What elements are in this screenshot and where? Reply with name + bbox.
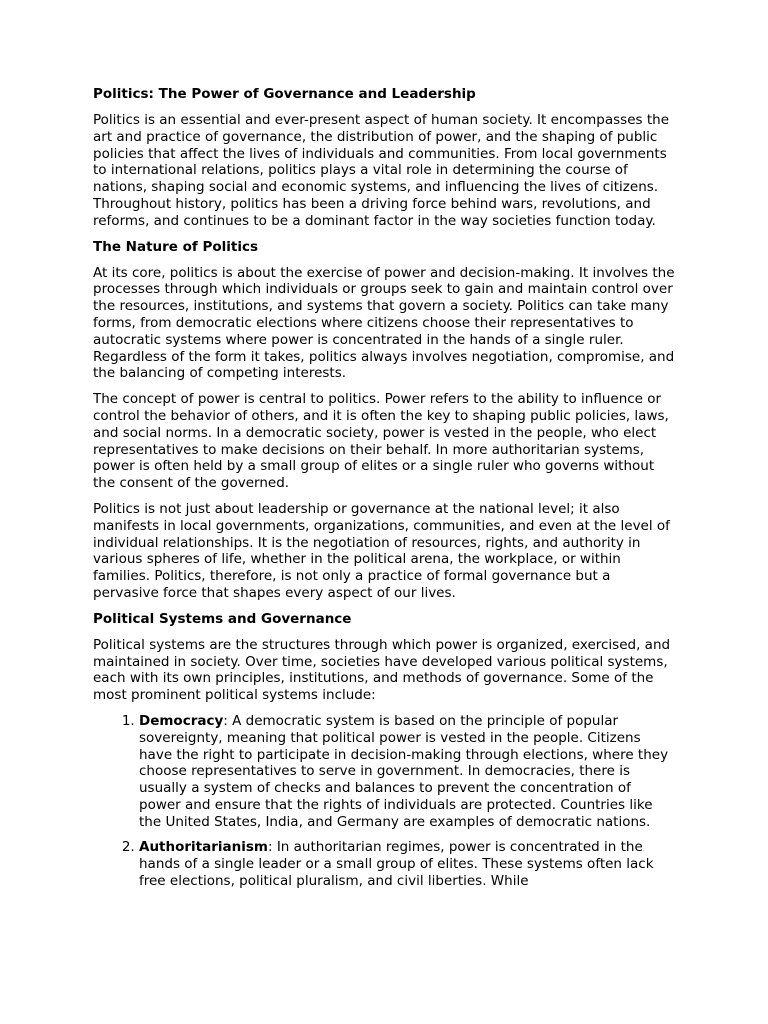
list-item-term: Democracy — [139, 712, 224, 729]
systems-paragraph-1: Political systems are the structures through which power is organized, exercised, and maintained in society. Over time, societies have developed various political systems, each with its own principles, institutions, and methods of governance. Some of the most prominent political systems include: — [93, 636, 671, 704]
list-item-term: Authoritarianism — [139, 839, 268, 856]
political-systems-list — [93, 713, 675, 890]
list-item-text: : In authoritarian regimes, power is concentrated in the hands of a single leader or a small group of elites. These systems often lack free elections, political pluralism, and civil liberties. While — [139, 839, 654, 890]
document-title: Politics: The Power of Governance and Leadership — [93, 86, 476, 102]
list-item — [139, 713, 675, 831]
intro-paragraph: Politics is an essential and ever-present aspect of human society. It encompasses the art and practice of governance, the distribution of power, and the shaping of public policies that affect the lives of individuals and communities. From local governments to international relations, politics plays a vital role in determining the course of nations, shaping social and economic systems, and influencing the lives of citizens. Throughout history, politics has been a driving force behind wars, revolutions, and reforms, and continues to be a dominant factor in the way societies function today. — [93, 112, 669, 229]
nature-paragraph-1: At its core, politics is about the exercise of power and decision-making. It involves the processes through which individuals or groups seek to gain and maintain control over the resources, institutions, and systems that govern a society. Politics can take many forms, from democratic elections where citizens choose their representatives to autocratic systems where power is concentrated in the hands of a single ruler. Regardless of the form it takes, politics always involves negotiation, compromise, and the balancing of competing interests. — [93, 264, 675, 382]
nature-paragraph-3: Politics is not just about leadership or governance at the national level; it also manifests in local governments, organizations, communities, and even at the level of individual relationships. It is the negotiation of resources, rights, and authority in various spheres of life, whether in the political arena, the workplace, or within families. Politics, therefore, is not only a practice of formal governance but a pervasive force that shapes every aspect of our lives. — [93, 500, 670, 601]
list-item — [139, 839, 675, 889]
section-heading-systems: Political Systems and Governance — [93, 610, 352, 627]
nature-paragraph-2: The concept of power is central to politics. Power refers to the ability to influence or control the behavior of others, and it is often the key to shaping public policies, laws, and social norms. In a democratic society, power is vested in the people, who elect representatives to make decisions on their behalf. In more authoritarian systems, power is often held by a small group of elites or a single ruler who governs without the consent of the governed. — [93, 391, 669, 492]
section-heading-nature: The Nature of Politics — [93, 238, 259, 255]
list-item-text: : A democratic system is based on the principle of popular sovereignty, meaning that political power is vested in the people. Citizens have the right to participate in decision-making through elections, where they choose representatives to serve in government. In democracies, there is usually a system of checks and balances to prevent the concentration of power and ensure that the rights of individuals are protected. Countries like the United States, India, and Germany are examples of democratic nations. — [139, 712, 669, 830]
